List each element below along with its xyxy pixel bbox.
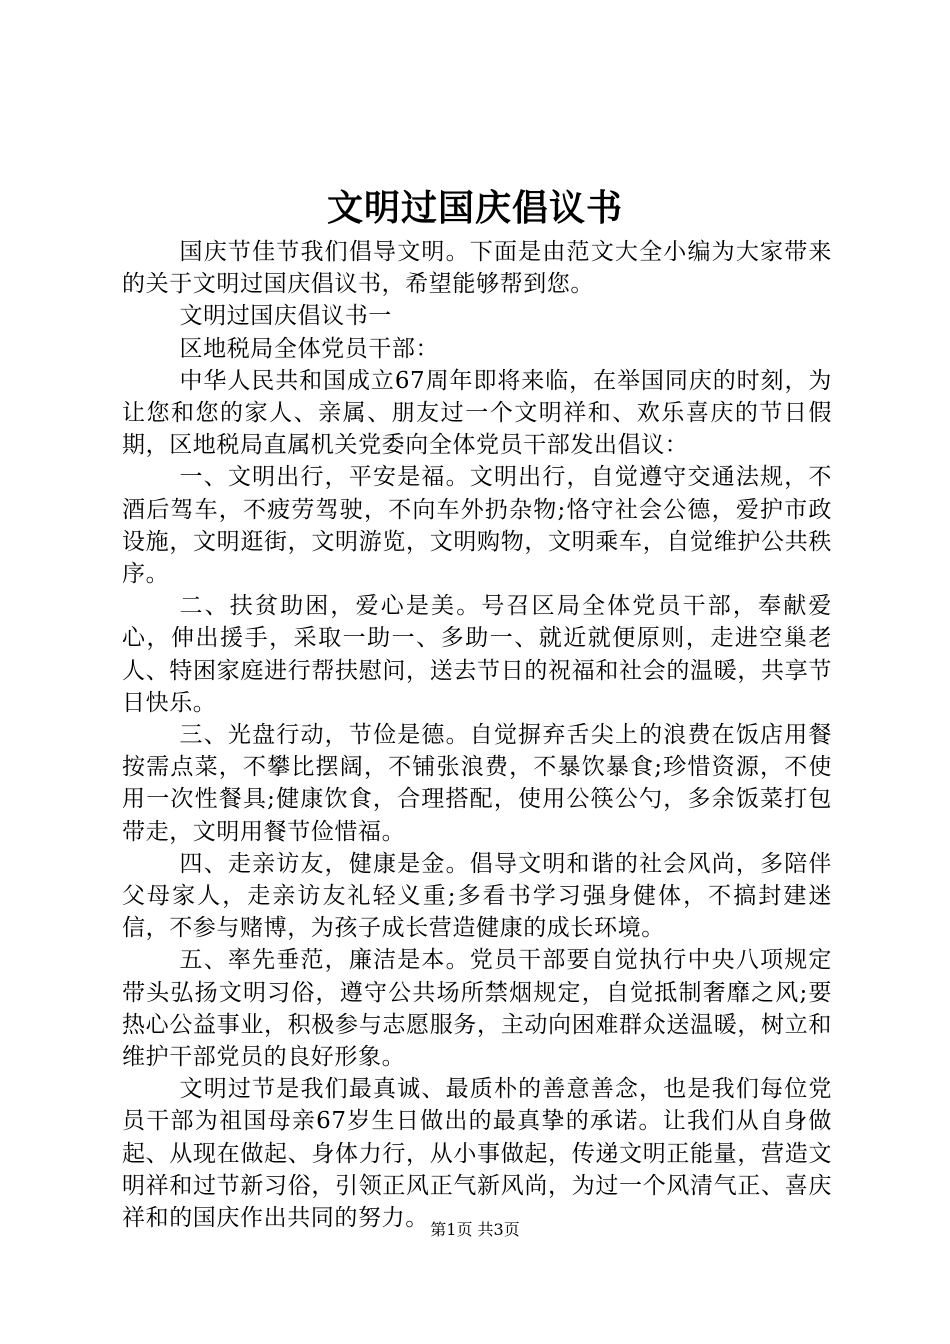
paragraph-opening: 中华人民共和国成立67周年即将来临，在举国同庆的时刻，为让您和您的家人、亲属、朋友过一个文明祥和、欢乐喜庆的节日假期，区地税局直属机关党委向全体党员干部发出倡议：: [122, 367, 832, 459]
document-title: 文明过国庆倡议书: [326, 187, 623, 229]
page-number-footer: 第1页 共3页: [430, 1220, 520, 1239]
document-body: [122, 236, 832, 1234]
paragraph-point-4: 四、走亲访友，健康是金。倡导文明和谐的社会风尚，多陪伴父母家人，走亲访友礼轻义重;多看书学习强身健体，不搞封建迷信，不参与赌博，为孩子成长营造健康的成长环境。: [122, 850, 832, 942]
paragraph-intro: 国庆节佳节我们倡导文明。下面是由范文大全小编为大家带来的关于文明过国庆倡议书，希望能够帮到您。: [122, 239, 832, 298]
paragraph-closing: 文明过节是我们最真诚、最质朴的善意善念，也是我们每位党员干部为祖国母亲67岁生日做出的最真挚的承诺。让我们从自身做起、从现在做起、身体力行，从小事做起，传递文明正能量，营造文明祥和过节新习俗，引领正风正气新风尚，为过一个风清气正、喜庆祥和的国庆作出共同的努力。: [122, 1076, 832, 1232]
paragraph-point-3: 三、光盘行动，节俭是德。自觉摒弃舌尖上的浪费在饭店用餐按需点菜，不攀比摆阔，不铺张浪费，不暴饮暴食;珍惜资源，不使用一次性餐具;健康饮食，合理搭配，使用公筷公勺，多余饭菜打包带走，文明用餐节俭惜福。: [122, 722, 832, 845]
paragraph-salutation: 区地税局全体党员干部：: [179, 335, 440, 362]
paragraph-point-2: 二、扶贫助困，爱心是美。号召区局全体党员干部，奉献爱心，伸出援手，采取一助一、多助一、就近就便原则，走进空巢老人、特困家庭进行帮扶慰问，送去节日的祝福和社会的温暖，共享节日快乐。: [122, 593, 832, 716]
paragraph-subtitle: 文明过国庆倡议书一: [179, 303, 392, 330]
paragraph-point-5: 五、率先垂范，廉洁是本。党员干部要自觉执行中央八项规定带头弘扬文明习俗，遵守公共场所禁烟规定，自觉抵制奢靡之风;要热心公益事业，积极参与志愿服务，主动向困难群众送温暖，树立和维护干部党员的良好形象。: [122, 947, 832, 1071]
paragraph-point-1: 一、文明出行，平安是福。文明出行，自觉遵守交通法规，不酒后驾车，不疲劳驾驶，不向车外扔杂物;恪守社会公德，爱护市政设施，文明逛街，文明游览，文明购物，文明乘车，自觉维护公共秩序。: [122, 464, 832, 588]
